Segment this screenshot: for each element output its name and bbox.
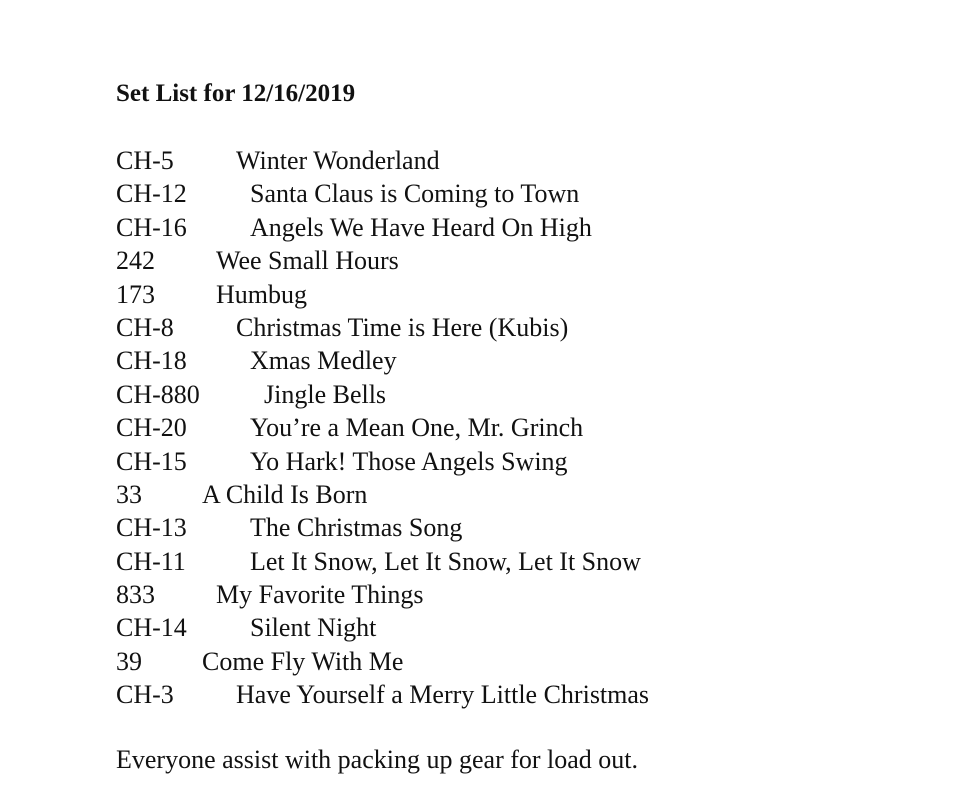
song-title: Wee Small Hours bbox=[216, 246, 399, 276]
song-code: CH-14 bbox=[116, 613, 187, 643]
song-title: Winter Wonderland bbox=[236, 146, 440, 175]
page-title: Set List for 12/16/2019 bbox=[116, 80, 356, 107]
song-code: 33 bbox=[116, 479, 142, 509]
song-title: Yo Hark! Those Angels Swing bbox=[250, 446, 568, 476]
song-code: CH-8 bbox=[116, 312, 174, 342]
song-code: CH-18 bbox=[116, 346, 187, 376]
song-title: Santa Claus is Coming to Town bbox=[250, 179, 580, 209]
song-code: CH-880 bbox=[116, 379, 200, 409]
song-title: My Favorite Things bbox=[216, 580, 424, 610]
song-title: Silent Night bbox=[250, 613, 377, 643]
song-code: 39 bbox=[116, 646, 142, 676]
song-code: 173 bbox=[116, 279, 155, 309]
song-code: CH-16 bbox=[116, 212, 187, 242]
song-title: Have Yourself a Merry Little Christmas bbox=[236, 680, 650, 710]
song-title: The Christmas Song bbox=[250, 513, 463, 543]
song-title: Christmas Time is Here (Kubis) bbox=[236, 312, 569, 342]
song-code: CH-20 bbox=[116, 413, 187, 443]
song-title: You’re a Mean One, Mr. Grinch bbox=[250, 413, 584, 443]
song-code: CH-11 bbox=[116, 546, 186, 576]
song-code: 242 bbox=[116, 246, 155, 276]
song-title: Jingle Bells bbox=[264, 379, 387, 409]
song-title: Let It Snow, Let It Snow, Let It Snow bbox=[250, 546, 641, 576]
song-title: Angels We Have Heard On High bbox=[250, 212, 592, 242]
footer-note: Everyone assist with packing up gear for load out. bbox=[116, 745, 639, 774]
song-code: CH-12 bbox=[116, 179, 187, 209]
song-code: 833 bbox=[116, 580, 155, 610]
song-code: CH-5 bbox=[116, 146, 174, 175]
song-code: CH-3 bbox=[116, 680, 174, 710]
song-title: A Child Is Born bbox=[202, 479, 368, 509]
song-title: Come Fly With Me bbox=[202, 646, 404, 676]
song-title: Xmas Medley bbox=[250, 346, 397, 376]
song-title: Humbug bbox=[216, 279, 307, 309]
song-code: CH-13 bbox=[116, 513, 187, 543]
song-code: CH-15 bbox=[116, 446, 187, 476]
